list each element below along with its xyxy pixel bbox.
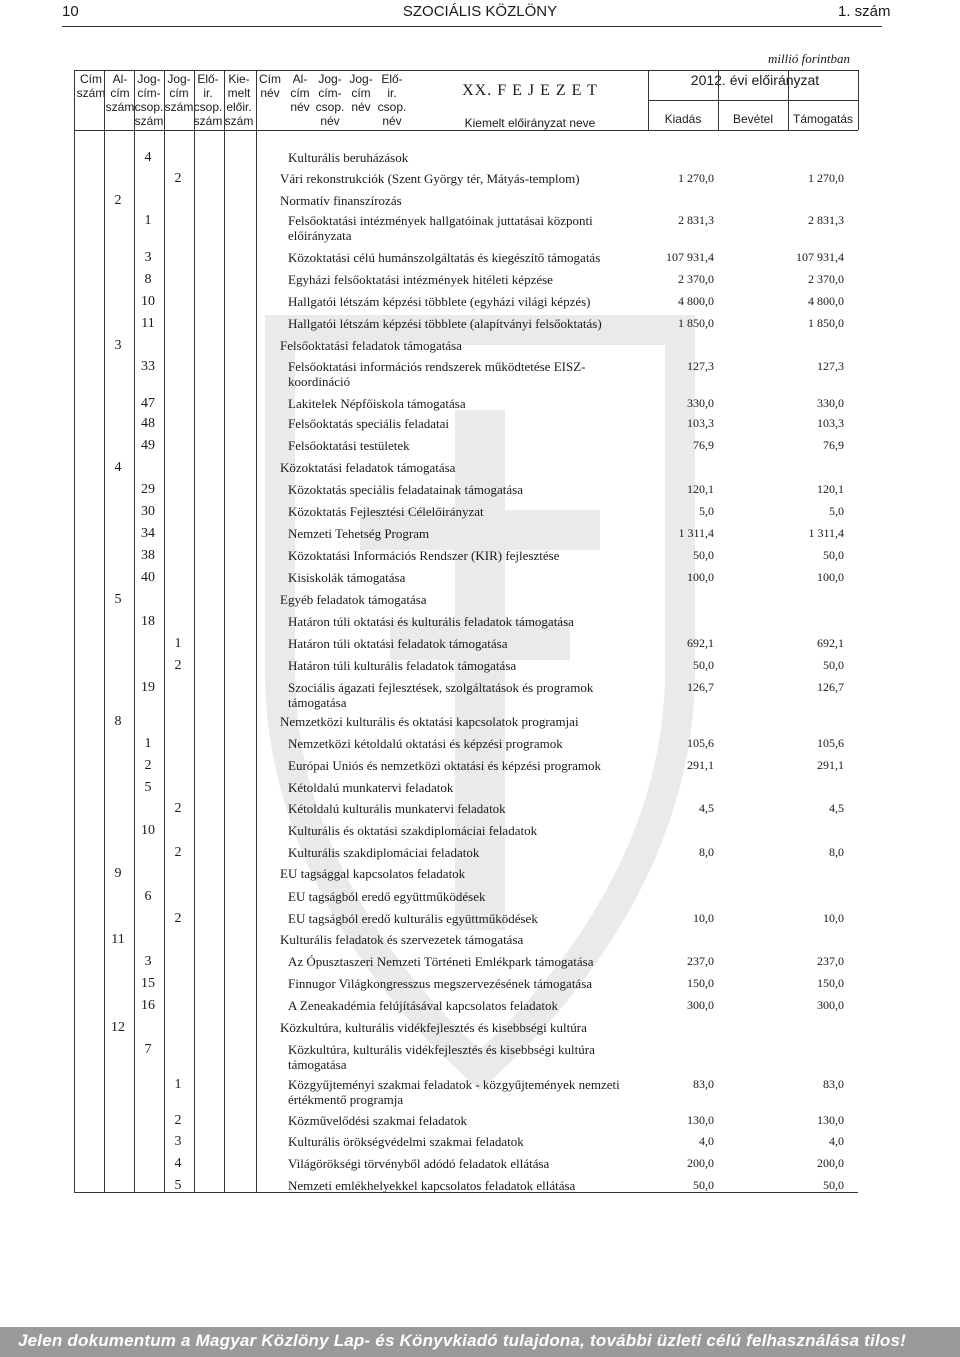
row-code: 2 <box>174 845 182 860</box>
value-tamogatas: 300,0 <box>817 998 844 1012</box>
row-code: 10 <box>141 823 155 838</box>
value-kiadas: 4,0 <box>699 1134 714 1148</box>
row-code: 8 <box>114 714 122 729</box>
row-name: Kulturális beruházások <box>288 150 409 165</box>
column-header-0: Cím szám <box>76 72 106 100</box>
column-divider <box>858 70 859 130</box>
value-tamogatas: 2 831,3 <box>808 213 844 227</box>
row-name: Kétoldalú kulturális munkatervi feladatok <box>288 801 506 816</box>
row-name: Kulturális örökségvédelmi szakmai feladatok <box>288 1134 524 1149</box>
value-tamogatas: 127,3 <box>817 359 844 373</box>
row-code: 3 <box>174 1134 182 1149</box>
row-name: Az Ópusztaszeri Nemzeti Történeti Emlékpark támogatása <box>288 954 594 969</box>
value-tamogatas: 10,0 <box>823 911 844 925</box>
value-tamogatas: 330,0 <box>817 396 844 410</box>
row-code: 2 <box>174 911 182 926</box>
row-code: 48 <box>141 416 155 431</box>
row-code: 19 <box>141 680 155 695</box>
row-code: 6 <box>144 889 152 904</box>
row-name: Hallgatói létszám képzési többlete (alapítványi felsőoktatás) <box>288 316 602 331</box>
value-tamogatas: 50,0 <box>823 1178 844 1192</box>
row-name: Vári rekonstrukciók (Szent György tér, Mátyás-templom) <box>280 171 580 186</box>
value-tamogatas: 5,0 <box>829 504 844 518</box>
value-kiadas: 10,0 <box>693 911 714 925</box>
value-kiadas: 4 800,0 <box>678 294 714 308</box>
row-code: 5 <box>174 1178 182 1193</box>
value-kiadas: 4,5 <box>699 801 714 815</box>
column-header-4: Elő- ir. csop. szám <box>193 72 223 128</box>
value-kiadas: 126,7 <box>687 680 714 694</box>
row-name: Kulturális és oktatási szakdiplomáciai feladatok <box>288 823 538 838</box>
row-name: EU tagsággal kapcsolatos feladatok <box>280 866 466 881</box>
column-header-7: Al- cím név <box>290 72 310 114</box>
value-tamogatas: 50,0 <box>823 548 844 562</box>
row-code: 2 <box>144 758 152 773</box>
row-code: 34 <box>141 526 155 541</box>
unit-label: millió forintban <box>768 51 850 66</box>
row-code: 15 <box>141 976 155 991</box>
value-tamogatas: 2 370,0 <box>808 272 844 286</box>
column-header-1: Al- cím szám <box>105 72 135 114</box>
value-kiadas: 120,1 <box>687 482 714 496</box>
row-code: 33 <box>141 359 155 374</box>
value-tamogatas: 200,0 <box>817 1156 844 1170</box>
row-name: Közkultúra, kulturális vidékfejlesztés és kisebbségi kultúra támogatása <box>288 1042 595 1072</box>
row-rule <box>648 100 858 101</box>
value-kiadas: 50,0 <box>693 548 714 562</box>
row-name: Kulturális feladatok és szervezetek támogatása <box>280 932 524 947</box>
row-code: 40 <box>141 570 155 585</box>
column-header-5: Kie- melt előir. szám <box>224 72 254 128</box>
row-name: Felsőoktatási információs rendszerek működtetése EISZ-koordináció <box>288 359 586 389</box>
row-name: Egyházi felsőoktatási intézmények hitéleti képzése <box>288 272 553 287</box>
row-name: Közoktatás Fejlesztési Célelőirányzat <box>288 504 484 519</box>
header-bevetel: Bevétel <box>732 112 774 126</box>
row-code: 16 <box>141 998 155 1013</box>
value-kiadas: 692,1 <box>687 636 714 650</box>
row-code: 11 <box>111 932 125 947</box>
value-tamogatas: 4 800,0 <box>808 294 844 308</box>
row-code: 2 <box>174 801 182 816</box>
value-kiadas: 83,0 <box>693 1077 714 1091</box>
value-tamogatas: 4,0 <box>829 1134 844 1148</box>
row-code: 30 <box>141 504 155 519</box>
row-name: Szociális ágazati fejlesztések, szolgáltatások és programok támogatása <box>288 680 594 710</box>
value-tamogatas: 130,0 <box>817 1113 844 1127</box>
value-tamogatas: 8,0 <box>829 845 844 859</box>
value-kiadas: 5,0 <box>699 504 714 518</box>
footer-banner <box>0 1327 960 1357</box>
row-code: 3 <box>144 250 152 265</box>
row-name: Egyéb feladatok támogatása <box>280 592 427 607</box>
chapter-title: XX. F E J E Z E T <box>462 82 598 99</box>
column-header-10: Elő- ir. csop. név <box>377 72 407 128</box>
column-divider <box>74 70 75 1192</box>
row-code: 3 <box>114 338 122 353</box>
value-tamogatas: 692,1 <box>817 636 844 650</box>
row-code: 4 <box>114 460 122 475</box>
row-name: Kétoldalú munkatervi feladatok <box>288 780 454 795</box>
header-kiadas: Kiadás <box>664 112 702 126</box>
value-kiadas: 50,0 <box>693 658 714 672</box>
column-divider <box>134 70 135 1192</box>
value-tamogatas: 150,0 <box>817 976 844 990</box>
value-tamogatas: 76,9 <box>823 438 844 452</box>
row-name: Kisiskolák támogatása <box>288 570 406 585</box>
value-kiadas: 105,6 <box>687 736 714 750</box>
row-name: Felsőoktatási intézmények hallgatóinak juttatásai központi előirányzata <box>288 213 593 243</box>
column-divider <box>194 70 195 1192</box>
issue-number: 1. szám <box>838 3 891 20</box>
value-kiadas: 76,9 <box>693 438 714 452</box>
column-divider <box>224 70 225 1192</box>
row-name: Nemzetközi kulturális és oktatási kapcsolatok programjai <box>280 714 579 729</box>
value-kiadas: 1 270,0 <box>678 171 714 185</box>
value-kiadas: 2 831,3 <box>678 213 714 227</box>
row-code: 1 <box>144 736 152 751</box>
row-code: 10 <box>141 294 155 309</box>
row-name: Kulturális szakdiplomáciai feladatok <box>288 845 480 860</box>
column-header-2: Jog- cím- csop. szám <box>134 72 164 128</box>
row-name: Nemzeti Tehetség Program <box>288 526 430 541</box>
row-code: 11 <box>141 316 155 331</box>
value-tamogatas: 83,0 <box>823 1077 844 1091</box>
value-kiadas: 130,0 <box>687 1113 714 1127</box>
column-header-6: Cím név <box>259 72 281 100</box>
value-tamogatas: 237,0 <box>817 954 844 968</box>
row-code: 12 <box>111 1020 125 1035</box>
row-code: 1 <box>174 1077 182 1092</box>
value-tamogatas: 100,0 <box>817 570 844 584</box>
header-rule <box>62 26 882 27</box>
value-kiadas: 237,0 <box>687 954 714 968</box>
row-code: 47 <box>141 396 155 411</box>
row-code: 5 <box>144 780 152 795</box>
value-tamogatas: 103,3 <box>817 416 844 430</box>
column-divider <box>164 70 165 1192</box>
value-kiadas: 107 931,4 <box>666 250 714 264</box>
row-code: 49 <box>141 438 155 453</box>
page-header <box>0 0 960 28</box>
value-kiadas: 1 850,0 <box>678 316 714 330</box>
value-kiadas: 100,0 <box>687 570 714 584</box>
value-kiadas: 50,0 <box>693 1178 714 1192</box>
value-kiadas: 150,0 <box>687 976 714 990</box>
header-tamogatas: Támogatás <box>792 112 854 126</box>
row-code: 18 <box>141 614 155 629</box>
row-name: A Zeneakadémia felújításával kapcsolatos feladatok <box>288 998 558 1013</box>
year-header: 2012. évi előirányzat <box>690 72 820 88</box>
value-kiadas: 300,0 <box>687 998 714 1012</box>
row-code: 3 <box>144 954 152 969</box>
value-tamogatas: 107 931,4 <box>796 250 844 264</box>
row-name: Közoktatási célú humánszolgáltatás és kiegészítő támogatás <box>288 250 601 265</box>
row-code: 8 <box>144 272 152 287</box>
value-tamogatas: 120,1 <box>817 482 844 496</box>
row-code: 9 <box>114 866 122 881</box>
value-kiadas: 127,3 <box>687 359 714 373</box>
value-tamogatas: 126,7 <box>817 680 844 694</box>
row-code: 2 <box>174 171 182 186</box>
row-code: 1 <box>144 213 152 228</box>
footer-text: Jelen dokumentum a Magyar Közlöny Lap- és Könyvkiadó tulajdona, további üzleti célú felhasználása tilos! <box>18 1331 906 1350</box>
row-code: 4 <box>144 150 152 165</box>
row-name: Határon túli oktatási feladatok támogatása <box>288 636 508 651</box>
name-column-header: Kiemelt előirányzat neve <box>464 116 596 130</box>
row-name: EU tagságból eredő kulturális együttműködések <box>288 911 538 926</box>
row-code: 38 <box>141 548 155 563</box>
value-kiadas: 200,0 <box>687 1156 714 1170</box>
column-header-8: Jog- cím- csop. név <box>315 72 345 128</box>
value-kiadas: 103,3 <box>687 416 714 430</box>
row-name: Határon túli kulturális feladatok támogatása <box>288 658 517 673</box>
row-code: 7 <box>144 1042 152 1057</box>
value-tamogatas: 1 850,0 <box>808 316 844 330</box>
value-tamogatas: 50,0 <box>823 658 844 672</box>
row-code: 29 <box>141 482 155 497</box>
column-header-3: Jog- cím szám <box>164 72 194 114</box>
row-name: Felsőoktatási feladatok támogatása <box>280 338 462 353</box>
value-kiadas: 291,1 <box>687 758 714 772</box>
row-name: EU tagságból eredő együttműködések <box>288 889 486 904</box>
row-name: Közoktatási feladatok támogatása <box>280 460 456 475</box>
row-name: Európai Uniós és nemzetközi oktatási és képzési programok <box>288 758 601 773</box>
row-code: 2 <box>114 193 122 208</box>
value-tamogatas: 105,6 <box>817 736 844 750</box>
row-name: Közművelődési szakmai feladatok <box>288 1113 468 1128</box>
row-rule <box>74 70 858 71</box>
value-tamogatas: 291,1 <box>817 758 844 772</box>
row-name: Lakitelek Népfőiskola támogatása <box>288 396 466 411</box>
row-code: 4 <box>174 1156 182 1171</box>
row-name: Közgyűjteményi szakmai feladatok - közgyűjtemények nemzeti értékmentő programja <box>288 1077 620 1107</box>
value-kiadas: 330,0 <box>687 396 714 410</box>
row-name: Felsőoktatási testületek <box>288 438 410 453</box>
row-name: Világörökségi törvényből adódó feladatok ellátása <box>288 1156 550 1171</box>
row-name: Közkultúra, kulturális vidékfejlesztés és kisebbségi kultúra <box>280 1020 587 1035</box>
row-name: Nemzeti emlékhelyekkel kapcsolatos feladatok ellátása <box>288 1178 576 1193</box>
value-kiadas: 2 370,0 <box>678 272 714 286</box>
page-number: 10 <box>62 3 79 20</box>
row-code: 1 <box>174 636 182 651</box>
row-name: Határon túli oktatási és kulturális feladatok támogatása <box>288 614 574 629</box>
row-name: Normatív finanszírozás <box>280 193 402 208</box>
row-code: 2 <box>174 658 182 673</box>
row-name: Felsőoktatás speciális feladatai <box>288 416 450 431</box>
value-tamogatas: 4,5 <box>829 801 844 815</box>
value-kiadas: 1 311,4 <box>678 526 714 540</box>
value-tamogatas: 1 270,0 <box>808 171 844 185</box>
value-kiadas: 8,0 <box>699 845 714 859</box>
row-name: Hallgatói létszám képzési többlete (egyházi világi képzés) <box>288 294 591 309</box>
row-name: Közoktatási Információs Rendszer (KIR) fejlesztése <box>288 548 560 563</box>
row-code: 2 <box>174 1113 182 1128</box>
row-name: Finnugor Világkongresszus megszervezésének támogatása <box>288 976 593 991</box>
value-tamogatas: 1 311,4 <box>808 526 844 540</box>
journal-title: SZOCIÁLIS KÖZLÖNY <box>402 3 558 20</box>
column-header-9: Jog- cím név <box>349 72 373 114</box>
row-name: Nemzetközi kétoldalú oktatási és képzési programok <box>288 736 563 751</box>
column-divider <box>256 70 257 1192</box>
row-rule <box>74 130 858 131</box>
row-name: Közoktatás speciális feladatainak támogatása <box>288 482 523 497</box>
row-code: 5 <box>114 592 122 607</box>
